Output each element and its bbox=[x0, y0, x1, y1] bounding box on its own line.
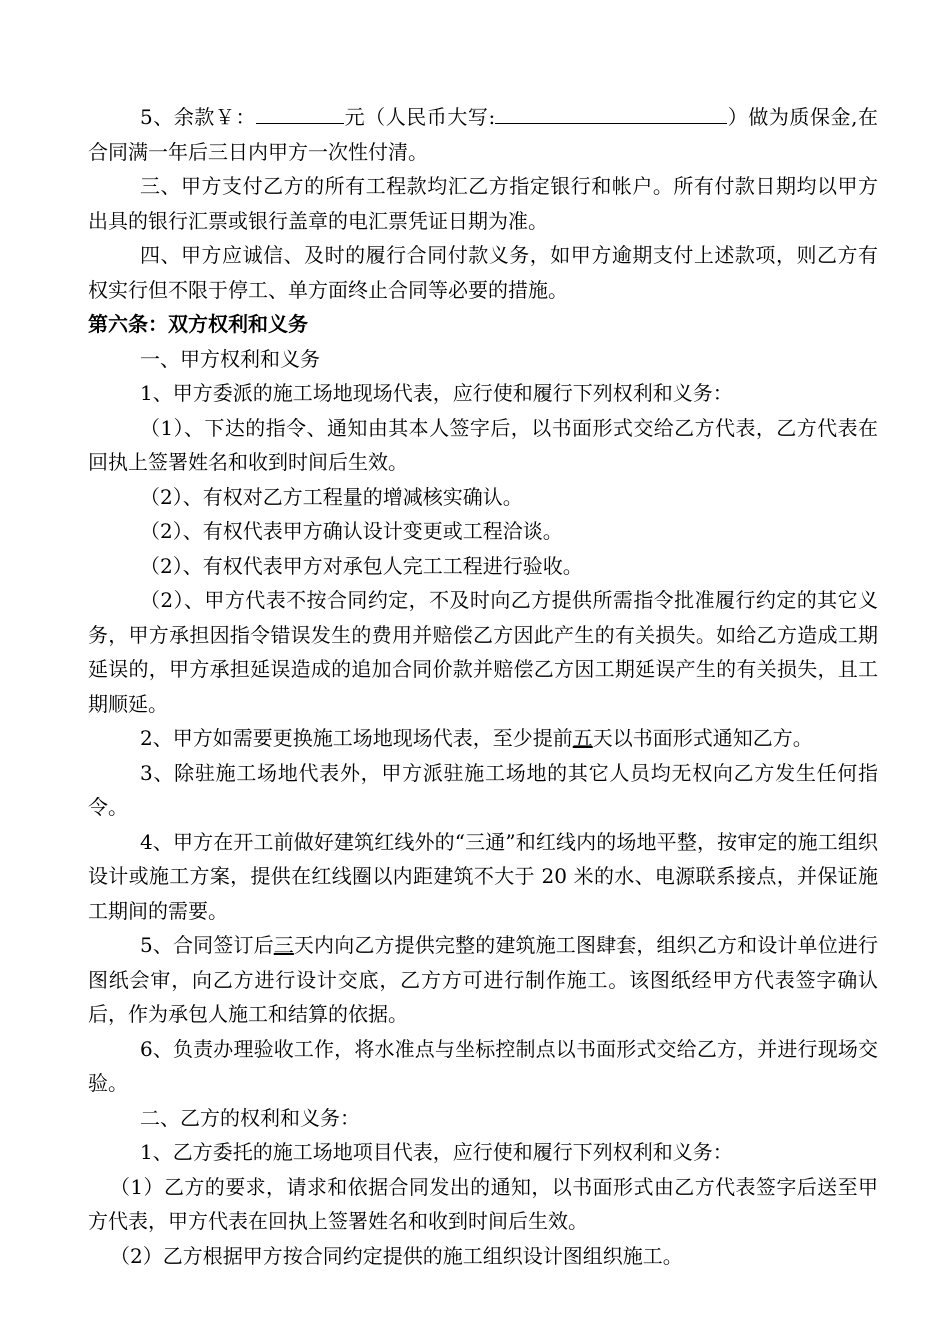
clause-payment-account: 三、甲方支付乙方的所有工程款均汇乙方指定银行和帐户。所有付款日期均以甲方出具的银行汇票或银行盖章的电汇票凭证日期为准。 bbox=[88, 174, 878, 233]
item-b-1-2: （2）乙方根据甲方按合同约定提供的施工组织设计图组织施工。 bbox=[110, 1243, 683, 1268]
balance-rmb-words-blank bbox=[495, 101, 727, 124]
balance-label: 5、余款￥： bbox=[140, 105, 257, 129]
item-a-4: 4、甲方在开工前做好建筑红线外的“三通”和红线内的场地平整，按审定的施工组织设计或施工方案，提供在红线圈以内距建筑不大于 20 米的水、电源联系接点，并保证施工期间的需要。 bbox=[88, 829, 878, 923]
item-a-3: 3、除驻施工场地代表外，甲方派驻施工场地的其它人员均无权向乙方发生任何指令。 bbox=[88, 760, 878, 819]
item-b-1: 1、乙方委托的施工场地项目代表，应行使和履行下列权利和义务： bbox=[140, 1140, 733, 1164]
balance-warranty-text: ）做为质保金,在合同满一年后三日内甲方一次性付清。 bbox=[88, 105, 878, 164]
item-a-5 bbox=[88, 928, 878, 1032]
section-party-a-title: 一、甲方权利和义务 bbox=[140, 346, 320, 371]
item-a-2-days: 五 bbox=[572, 726, 593, 750]
item-a-6: 6、负责办理验收工作，将水准点与坐标控制点以书面形式交给乙方，并进行现场交验。 bbox=[88, 1036, 878, 1095]
item-a-1-3: （2）、有权代表甲方确认设计变更或工程洽谈。 bbox=[140, 519, 563, 543]
item-a-5-days: 三 bbox=[273, 933, 294, 957]
item-a-5-text: 5、合同签订后 bbox=[140, 933, 274, 957]
item-a-1-5: （2）、甲方代表不按合同约定，不及时向乙方提供所需指令批准履行约定的其它义务，甲方承担因指令错误发生的费用并赔偿乙方因此产生的有关损失。如给乙方造成工期延误的，甲方承担延误造成的追加合同价款并赔偿乙方因工期延误产生的有关损失，且工期顺延。 bbox=[88, 588, 878, 716]
clause-payment-obligation: 四、甲方应诚信、及时的履行合同付款义务，如甲方逾期支付上述款项，则乙方有权实行但不限于停工、单方面终止合同等必要的措施。 bbox=[88, 243, 878, 302]
item-a-1: 1、甲方委派的施工场地现场代表，应行使和履行下列权利和义务： bbox=[140, 381, 733, 405]
balance-rmb-label: 元（人民币大写: bbox=[344, 105, 496, 129]
item-a-2-text-end: 天以书面形式通知乙方。 bbox=[592, 726, 813, 750]
section-party-b-title: 二、乙方的权利和义务： bbox=[140, 1105, 360, 1130]
clause-balance-payment bbox=[88, 100, 878, 169]
item-a-1-2: （2）、有权对乙方工程量的增减核实确认。 bbox=[140, 484, 523, 509]
item-a-5-text-end: 天内向乙方提供完整的建筑施工图肆套，组织乙方和设计单位进行图纸会审，向乙方进行设计交底，乙方方可进行制作施工。该图纸经甲方代表签字确认后，作为承包人施工和结算的依据。 bbox=[88, 933, 879, 1026]
article-six-heading: 第六条：双方权利和义务 bbox=[88, 312, 308, 336]
item-a-1-1: （1）、下达的指令、通知由其本人签字后，以书面形式交给乙方代表，乙方代表在回执上签署姓名和收到时间后生效。 bbox=[88, 415, 878, 474]
balance-amount-blank bbox=[256, 101, 344, 124]
item-a-2 bbox=[88, 721, 878, 756]
item-a-2-text: 2、甲方如需要更换施工场地现场代表，至少提前 bbox=[140, 726, 573, 750]
item-b-1-1: （1）乙方的要求，请求和依据合同发出的通知，以书面形式由乙方代表签字后送至甲方代表，甲方代表在回执上签署姓名和收到时间后生效。 bbox=[88, 1174, 878, 1233]
item-a-1-4: （2）、有权代表甲方对承包人完工工程进行验收。 bbox=[140, 553, 583, 578]
